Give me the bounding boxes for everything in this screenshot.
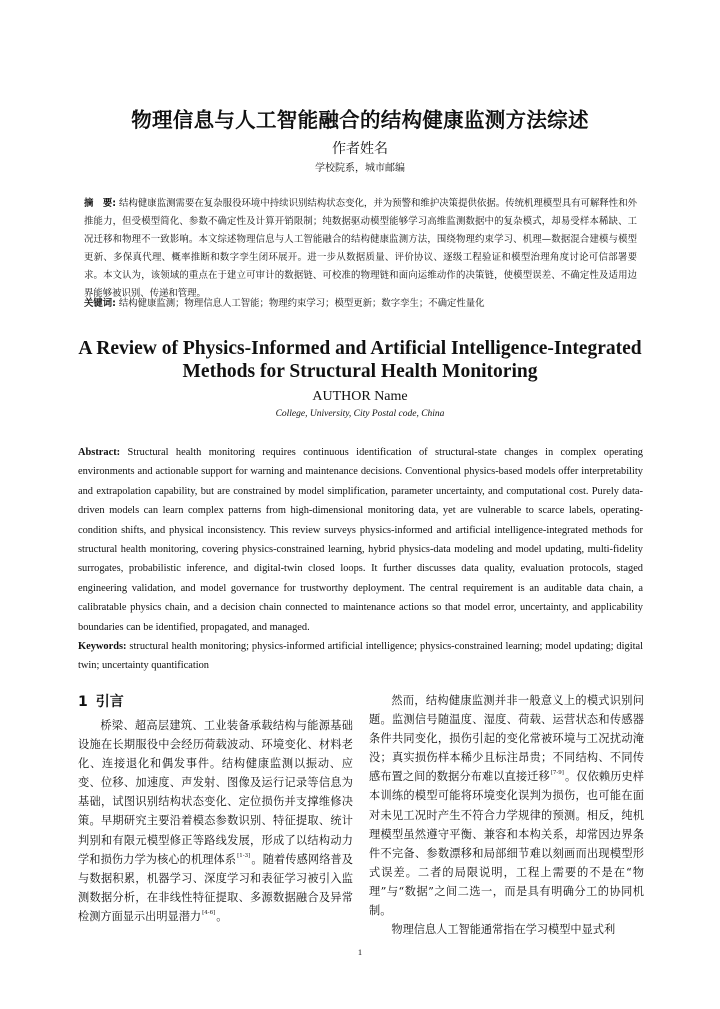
abstract-en	[78, 443, 643, 676]
keywords-en-label: Keywords:	[78, 641, 127, 653]
paragraph-text: 。仅依赖历史样本训练的模型可能将环境变化误判为损伤，也可能在面对未见工况时产生不符合力学规律的预测。相反，纯机理模型虽然遵守平衡、兼容和本构关系，却常因边界条件不完备、参数漂移和局部细节难以刻画而出现模型形式误差。二者的局限说明，工程上需要的不是在“物理”与“数据”之间二选一，而是具有明确分工的协同机制。	[369, 770, 644, 918]
citation-marker: [7-9]	[550, 770, 564, 777]
body-paragraph	[369, 920, 644, 939]
paragraph-text: 然而，结构健康监测并非一般意义上的模式识别问题。监测信号随温度、湿度、荷载、运营状态和传感器条件共同变化，损伤引起的变化常被环境与工况扰动淹没；真实损伤样本稀少且标注昂贵；不同结构、不同传感布置之间的数据分布难以直接迁移	[369, 694, 644, 784]
abstract-cn-label: 摘 要:	[84, 198, 117, 209]
paragraph-text: 物理信息人工智能通常指在学习模型中显式利	[391, 923, 616, 937]
paragraph-text: 。随着传感网络普及与数据积累，机器学习、深度学习和表征学习被引入监测数据分析，在非线性特征提取、多源数据融合及异常检测方面显示出明显潜力	[78, 852, 353, 923]
affiliation-cn: 学校院系，城市邮编	[315, 163, 405, 174]
section-heading	[78, 692, 353, 712]
author-name-en: AUTHOR Name	[312, 389, 408, 404]
body-paragraph	[369, 691, 644, 920]
paper-title-en: A Review of Physics-Informed and Artificial Intelligence-Integrated Methods for Structural Health Monitoring	[78, 338, 642, 382]
affiliation-en: College, University, City Postal code, China	[275, 409, 445, 419]
page-number: 1	[357, 947, 363, 957]
paper-title-cn: 物理信息与人工智能融合的结构健康监测方法综述	[131, 108, 589, 132]
section-title: 引言	[95, 694, 124, 710]
abstract-en-text: Structural health monitoring requires continuous identification of structural-state changes in complex operating environments and actionable support for warning and maintenance decisions. Conventional physics-based models offer interpretability and extrapolation capability, but are constrained by model simplification, parameter uncertainty, and computational cost. Purely data-driven models can learn complex patterns from high-dimensional monitoring data, yet are vulnerable to scarce labels, operating-condition shifts, and physical inconsistency. This review surveys physics-informed and artificial intelligence-integrated methods for structural health monitoring, covering physics-constrained learning, hybrid physics-data modeling and model updating, multi-fidelity surrogates, probabilistic inference, and digital-twin closed loops. It further discusses data quality, evaluation protocols, staged engineering validation, and model governance for trustworthy deployment. The central requirement is an auditable data chain, a calibratable physics chain, and a decision chain connected to maintenance actions so that model error, uncertainty, and applicability boundaries can be identified, propagated, and managed.	[78, 447, 643, 633]
citation-marker: [4-6]	[202, 909, 216, 916]
keywords-cn-text: 结构健康监测；物理信息人工智能；物理约束学习；模型更新；数字孪生；不确定性量化	[118, 298, 485, 309]
body-column-right	[369, 691, 644, 939]
body-column-left	[78, 692, 353, 926]
citation-marker: [1-3]	[237, 852, 251, 859]
author-name-cn: 作者姓名	[332, 141, 388, 157]
paragraph-text: 。	[216, 909, 228, 923]
section-number: 1	[78, 694, 88, 710]
keywords-en-text: structural health monitoring; physics-informed artificial intelligence; physics-constrained learning; model updating; digital twin; uncertainty quantification	[78, 641, 643, 672]
keywords-cn	[84, 297, 644, 311]
body-paragraph	[78, 716, 353, 926]
abstract-cn	[84, 195, 637, 303]
keywords-cn-label: 关键词:	[84, 298, 116, 309]
abstract-en-label: Abstract:	[78, 447, 121, 458]
paragraph-text: 桥梁、超高层建筑、工业装备承载结构与能源基础设施在长期服役中会经历荷载波动、环境变化、材料老化、连接退化和偶发事件。结构健康监测以振动、应变、位移、加速度、声发射、图像及运行记录等信息为基础，试图识别结构状态变化、定位损伤并支撑维修决策。早期研究主要沿着模态参数识别、特征提取、统计判别和有限元模型修正等路线发展，形成了以结构动力学和损伤力学为核心的机理体系	[78, 719, 353, 866]
abstract-cn-text: 结构健康监测需要在复杂服役环境中持续识别结构状态变化，并为预警和维护决策提供依据。传统机理模型具有可解释性和外推能力，但受模型简化、参数不确定性及计算开销限制；纯数据驱动模型能够学习高维监测数据中的复杂模式，却易受样本稀缺、工况迁移和物理不一致影响。本文综述物理信息与人工智能融合的结构健康监测方法，围绕物理约束学习、机理—数据混合建模与模型更新、多保真代理、概率推断和数字孪生闭环展开。进一步从数据质量、评价协议、逐级工程验证和模型治理角度讨论可信部署要求。本文认为，该领域的重点在于建立可审计的数据链、可校准的物理链和面向运维动作的决策链，使模型误差、不确定性及适用边界能够被识别、传递和管理。	[84, 198, 638, 299]
